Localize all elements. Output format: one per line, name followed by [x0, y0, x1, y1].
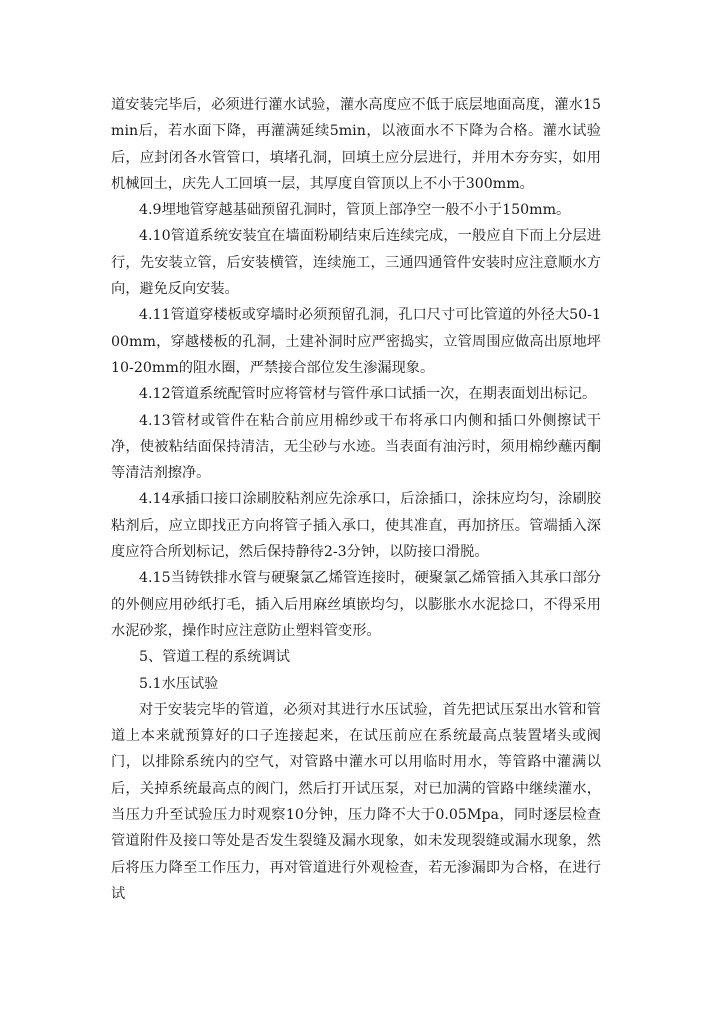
- subsection-heading-5-1: 5.1水压试验: [139, 675, 219, 692]
- paragraph-continued: 道安装完毕后，必须进行灌水试验，灌水高度应不低于底层地面高度，灌水15min后，若水面下降，再灌满延续5min，以液面水不下降为合格。灌水试验后，应封闭各水管管口，填堵孔洞，回填土应分层进行，并用木夯夯实，如用机械回土，庆先人工回填一层，其厚度自管顶以上不小于300mm。: [111, 97, 601, 192]
- paragraph-4-13: 4.13管材或管件在粘合前应用棉纱或干布将承口内侧和插口外侧擦试干净，使被粘结面保持清洁，无尘砂与水迹。当表面有油污时，须用棉纱蘸丙酮等清洁剂擦净。: [111, 412, 601, 482]
- paragraph-4-15: 4.15当铸铁排水管与硬聚氯乙烯管连接时，硬聚氯乙烯管插入其承口部分的外侧应用砂纸打毛，插入后用麻丝填嵌均匀，以膨胀水水泥捻口，不得采用水泥砂浆，操作时应注意防止塑料管变形。: [111, 570, 601, 639]
- document-page: [111, 92, 601, 907]
- paragraph-4-12: 4.12管道系统配管时应将管材与管件承口试插一次，在期表面划出标记。: [139, 386, 597, 403]
- paragraph-5-1: 对于安装完毕的管道，必须对其进行水压试验，首先把试压泵出水管和管道上本来就预算好的口子连接起来，在试压前应在系统最高点装置堵头或阀门，以排除系统内的空气，对管路中灌水可以用临时用水，等管路中灌满以后，关掉系统最高点的阀门，然后打开试压泵，对已加满的管路中继续灌水，当压力升至试验压力时观察10分钟，压力降不大于0.05Mpa，同时逐层检查管道附件及接口等处是否发生裂缝及漏水现象，如未发现裂缝或漏水现象，然后将压力降至工作压力，再对管道进行外观检查，若无渗漏即为合格，在进行试: [111, 701, 601, 902]
- paragraph-4-10: 4.10管道系统安装宜在墙面粉刷结束后连续完成，一般应自下而上分层进行，先安装立管，后安装横管，连续施工，三通四通管件安装时应注意顺水方向，避免反向安装。: [111, 228, 601, 298]
- paragraph-4-14: 4.14承插口接口涂刷胶粘剂应先涂承口，后涂插口，涂抹应均匀，涂刷胶粘剂后，应立即找正方向将管子插入承口，使其准直，再加挤压。管端插入深度应符合所划标记，然后保持静待2-3分钟，以防接口滑脱。: [111, 491, 601, 561]
- paragraph-4-11: 4.11管道穿楼板或穿墙时必须预留孔洞，孔口尺寸可比管道的外径大50-100mm，穿越楼板的孔洞，土建补洞时应严密捣实，立管周围应做高出原地坪10-20mm的阻水圈，严禁接合部位发生渗漏现象。: [111, 307, 601, 376]
- section-heading-5: 5、管道工程的系统调试: [139, 649, 290, 666]
- paragraph-4-9: 4.9埋地管穿越基础预留孔洞时，管顶上部净空一般不小于150mm。: [139, 202, 571, 219]
